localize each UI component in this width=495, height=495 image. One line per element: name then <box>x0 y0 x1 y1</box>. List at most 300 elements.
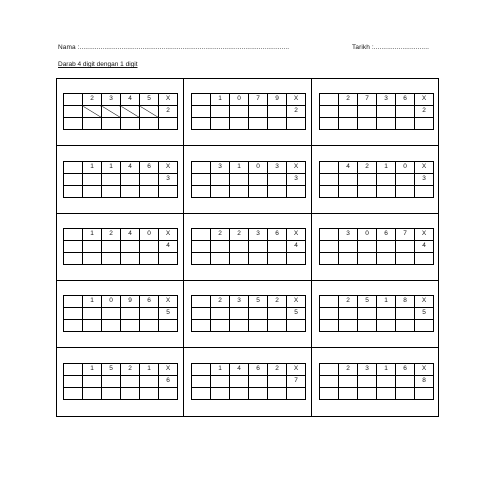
carry-cell[interactable] <box>320 364 339 376</box>
digit-cell: 2 <box>268 364 287 376</box>
answer-cell[interactable] <box>83 308 102 320</box>
answer-cell[interactable] <box>268 320 287 332</box>
operator-cell: X <box>287 364 306 376</box>
answer-cell[interactable] <box>358 118 377 130</box>
answer-cell[interactable] <box>268 106 287 118</box>
answer-cell[interactable] <box>83 376 102 388</box>
answer-cell[interactable] <box>140 118 159 130</box>
answer-cell[interactable] <box>102 174 121 186</box>
digit-cell: 1 <box>211 364 230 376</box>
digit-cell: 7 <box>396 229 415 241</box>
answer-cell[interactable] <box>230 308 249 320</box>
answer-cell[interactable] <box>268 186 287 198</box>
multiplication-grid <box>191 228 306 265</box>
answer-cell[interactable] <box>320 320 339 332</box>
answer-cell[interactable] <box>211 106 230 118</box>
answer-cell[interactable] <box>102 253 121 265</box>
digit-cell: 2 <box>121 364 140 376</box>
digit-cell: 7 <box>249 94 268 106</box>
operator-cell: X <box>415 94 434 106</box>
digit-cell: 3 <box>249 229 268 241</box>
answer-cell[interactable] <box>159 186 178 198</box>
answer-cell[interactable] <box>415 186 434 198</box>
operator-cell: X <box>159 94 178 106</box>
grid-row <box>192 376 306 388</box>
multiplier-cell: 2 <box>287 106 306 118</box>
grid-row <box>320 320 434 332</box>
grid-row <box>192 388 306 400</box>
grid-row <box>64 186 178 198</box>
multiplication-grid <box>191 295 306 332</box>
digit-cell: 2 <box>339 296 358 308</box>
grid-row <box>320 241 434 253</box>
answer-cell[interactable] <box>249 253 268 265</box>
grid-row <box>320 388 434 400</box>
digit-cell: 2 <box>211 296 230 308</box>
multiplication-grid <box>319 295 434 332</box>
answer-cell[interactable] <box>192 320 211 332</box>
digit-cell: 0 <box>230 94 249 106</box>
digit-cell: 3 <box>339 229 358 241</box>
answer-cell[interactable] <box>121 308 140 320</box>
answer-cell[interactable] <box>192 376 211 388</box>
answer-cell[interactable] <box>121 118 140 130</box>
answer-cell[interactable] <box>377 308 396 320</box>
answer-cell[interactable] <box>102 186 121 198</box>
answer-cell[interactable] <box>339 118 358 130</box>
grid-row <box>64 388 178 400</box>
answer-cell[interactable] <box>64 241 83 253</box>
grid-row <box>320 376 434 388</box>
problem-panel <box>57 214 183 280</box>
answer-cell[interactable] <box>268 241 287 253</box>
grid-row <box>320 229 434 241</box>
grid-row <box>64 241 178 253</box>
answer-cell[interactable] <box>211 308 230 320</box>
answer-cell[interactable] <box>358 106 377 118</box>
answer-cell[interactable] <box>211 118 230 130</box>
answer-cell[interactable] <box>249 388 268 400</box>
digit-cell: 0 <box>396 162 415 174</box>
digit-cell: 6 <box>249 364 268 376</box>
multiplier-cell: 5 <box>159 308 178 320</box>
answer-cell[interactable] <box>140 186 159 198</box>
digit-cell: 2 <box>211 229 230 241</box>
digit-cell: 0 <box>102 296 121 308</box>
grid-row <box>192 106 306 118</box>
answer-cell[interactable] <box>192 174 211 186</box>
digit-cell: 2 <box>339 364 358 376</box>
carry-cell[interactable] <box>64 162 83 174</box>
problem-panel <box>184 348 311 416</box>
carry-cell[interactable] <box>320 229 339 241</box>
answer-cell[interactable] <box>159 253 178 265</box>
grid-row <box>320 174 434 186</box>
answer-cell[interactable] <box>249 106 268 118</box>
answer-cell[interactable] <box>339 308 358 320</box>
answer-cell[interactable] <box>320 388 339 400</box>
answer-cell[interactable] <box>102 241 121 253</box>
answer-cell[interactable] <box>230 253 249 265</box>
answer-cell[interactable] <box>249 308 268 320</box>
carry-slash-cell[interactable] <box>121 106 140 118</box>
answer-cell[interactable] <box>358 388 377 400</box>
digit-cell: 3 <box>377 94 396 106</box>
answer-cell[interactable] <box>287 388 306 400</box>
answer-cell[interactable] <box>415 253 434 265</box>
answer-cell[interactable] <box>377 320 396 332</box>
multiplier-cell: 4 <box>159 241 178 253</box>
multiplication-grid <box>63 295 178 332</box>
digit-cell: 2 <box>83 94 102 106</box>
answer-cell[interactable] <box>192 118 211 130</box>
answer-cell[interactable] <box>83 186 102 198</box>
problem-panel <box>184 214 311 280</box>
answer-cell[interactable] <box>377 388 396 400</box>
answer-cell[interactable] <box>140 308 159 320</box>
digit-cell: 1 <box>377 364 396 376</box>
answer-cell[interactable] <box>230 320 249 332</box>
answer-cell[interactable] <box>230 118 249 130</box>
answer-cell[interactable] <box>64 186 83 198</box>
answer-cell[interactable] <box>268 308 287 320</box>
answer-cell[interactable] <box>64 388 83 400</box>
answer-cell[interactable] <box>396 308 415 320</box>
answer-cell[interactable] <box>230 241 249 253</box>
answer-cell[interactable] <box>287 186 306 198</box>
problem-panel <box>184 281 311 347</box>
operator-cell: X <box>159 364 178 376</box>
answer-cell[interactable] <box>64 308 83 320</box>
operator-cell: X <box>287 162 306 174</box>
answer-cell[interactable] <box>102 388 121 400</box>
problem-panel <box>312 79 440 145</box>
digit-cell: 0 <box>140 229 159 241</box>
carry-cell[interactable] <box>320 162 339 174</box>
answer-cell[interactable] <box>83 320 102 332</box>
answer-cell[interactable] <box>287 253 306 265</box>
digit-cell: 4 <box>230 364 249 376</box>
answer-cell[interactable] <box>320 241 339 253</box>
answer-cell[interactable] <box>339 320 358 332</box>
grid-row <box>64 118 178 130</box>
digit-cell: 1 <box>377 162 396 174</box>
answer-cell[interactable] <box>287 320 306 332</box>
answer-cell[interactable] <box>211 376 230 388</box>
answer-cell[interactable] <box>249 241 268 253</box>
digit-cell: 9 <box>121 296 140 308</box>
multiplier-cell: 5 <box>287 308 306 320</box>
answer-cell[interactable] <box>377 106 396 118</box>
worksheet-grid <box>56 78 439 417</box>
answer-cell[interactable] <box>339 174 358 186</box>
answer-cell[interactable] <box>415 118 434 130</box>
digit-cell: 2 <box>268 296 287 308</box>
carry-cell[interactable] <box>64 94 83 106</box>
digit-cell: 1 <box>102 162 121 174</box>
answer-cell[interactable] <box>64 253 83 265</box>
problem-panel <box>184 146 311 213</box>
multiplication-grid <box>319 228 434 265</box>
answer-cell[interactable] <box>64 174 83 186</box>
answer-cell[interactable] <box>102 118 121 130</box>
answer-cell[interactable] <box>64 118 83 130</box>
digit-cell: 1 <box>377 296 396 308</box>
problem-panel <box>312 348 440 416</box>
answer-cell[interactable] <box>268 388 287 400</box>
answer-cell[interactable] <box>396 253 415 265</box>
answer-cell[interactable] <box>140 320 159 332</box>
answer-cell[interactable] <box>377 376 396 388</box>
answer-cell[interactable] <box>320 308 339 320</box>
answer-cell[interactable] <box>83 118 102 130</box>
answer-cell[interactable] <box>339 241 358 253</box>
answer-cell[interactable] <box>83 174 102 186</box>
digit-cell: 9 <box>268 94 287 106</box>
answer-cell[interactable] <box>211 253 230 265</box>
answer-cell[interactable] <box>121 320 140 332</box>
answer-cell[interactable] <box>268 174 287 186</box>
answer-cell[interactable] <box>140 174 159 186</box>
answer-cell[interactable] <box>377 241 396 253</box>
answer-cell[interactable] <box>320 118 339 130</box>
answer-cell[interactable] <box>287 118 306 130</box>
digit-cell: 6 <box>396 364 415 376</box>
answer-cell[interactable] <box>102 320 121 332</box>
grid-row <box>64 106 178 118</box>
multiplier-cell: 4 <box>415 241 434 253</box>
problem-panel <box>312 146 440 213</box>
digit-cell: 3 <box>268 162 287 174</box>
digit-cell: 5 <box>140 94 159 106</box>
answer-cell[interactable] <box>249 174 268 186</box>
answer-cell[interactable] <box>396 118 415 130</box>
answer-cell[interactable] <box>358 241 377 253</box>
multiplier-cell: 6 <box>159 376 178 388</box>
answer-cell[interactable] <box>140 388 159 400</box>
answer-cell[interactable] <box>211 388 230 400</box>
answer-cell[interactable] <box>396 241 415 253</box>
carry-slash-cell[interactable] <box>102 106 121 118</box>
digit-cell: 8 <box>396 296 415 308</box>
answer-cell[interactable] <box>64 106 83 118</box>
digit-cell: 1 <box>211 94 230 106</box>
answer-cell[interactable] <box>211 241 230 253</box>
answer-cell[interactable] <box>192 186 211 198</box>
answer-cell[interactable] <box>415 320 434 332</box>
answer-cell[interactable] <box>192 253 211 265</box>
answer-cell[interactable] <box>339 388 358 400</box>
answer-cell[interactable] <box>339 253 358 265</box>
grid-row <box>320 106 434 118</box>
grid-row <box>192 296 306 308</box>
answer-cell[interactable] <box>358 174 377 186</box>
answer-cell[interactable] <box>192 241 211 253</box>
answer-cell[interactable] <box>83 253 102 265</box>
answer-cell[interactable] <box>377 186 396 198</box>
carry-cell[interactable] <box>192 162 211 174</box>
answer-cell[interactable] <box>377 118 396 130</box>
operator-cell: X <box>415 162 434 174</box>
answer-cell[interactable] <box>249 376 268 388</box>
answer-cell[interactable] <box>140 241 159 253</box>
operator-cell: X <box>287 296 306 308</box>
answer-cell[interactable] <box>249 118 268 130</box>
answer-cell[interactable] <box>192 308 211 320</box>
answer-cell[interactable] <box>249 320 268 332</box>
grid-row <box>64 162 178 174</box>
worksheet-title: Darab 4 digit dengan 1 digit <box>58 61 138 68</box>
answer-cell[interactable] <box>230 388 249 400</box>
digit-cell: 1 <box>140 364 159 376</box>
answer-cell[interactable] <box>396 186 415 198</box>
grid-row <box>192 253 306 265</box>
answer-cell[interactable] <box>211 186 230 198</box>
answer-cell[interactable] <box>159 388 178 400</box>
answer-cell[interactable] <box>396 388 415 400</box>
problem-panel <box>57 348 183 416</box>
digit-cell: 3 <box>358 364 377 376</box>
answer-cell[interactable] <box>396 106 415 118</box>
answer-cell[interactable] <box>121 376 140 388</box>
grid-row <box>192 186 306 198</box>
answer-cell[interactable] <box>320 253 339 265</box>
answer-cell[interactable] <box>339 106 358 118</box>
grid-row <box>320 186 434 198</box>
carry-slash-cell[interactable] <box>83 106 102 118</box>
answer-cell[interactable] <box>121 388 140 400</box>
grid-row <box>64 94 178 106</box>
answer-cell[interactable] <box>121 253 140 265</box>
digit-cell: 2 <box>339 94 358 106</box>
digit-cell: 5 <box>249 296 268 308</box>
operator-cell: X <box>287 229 306 241</box>
multiplier-cell: 2 <box>415 106 434 118</box>
answer-cell[interactable] <box>140 253 159 265</box>
answer-cell[interactable] <box>358 253 377 265</box>
grid-row <box>192 162 306 174</box>
carry-cell[interactable] <box>192 94 211 106</box>
grid-row <box>64 253 178 265</box>
answer-cell[interactable] <box>358 308 377 320</box>
multiplication-grid <box>319 363 434 400</box>
carry-cell[interactable] <box>64 296 83 308</box>
answer-cell[interactable] <box>320 106 339 118</box>
answer-cell[interactable] <box>268 118 287 130</box>
carry-cell[interactable] <box>192 296 211 308</box>
answer-cell[interactable] <box>339 376 358 388</box>
grid-row <box>192 364 306 376</box>
answer-cell[interactable] <box>249 186 268 198</box>
answer-cell[interactable] <box>211 320 230 332</box>
answer-cell[interactable] <box>64 376 83 388</box>
operator-cell: X <box>159 229 178 241</box>
multiplier-cell: 2 <box>159 106 178 118</box>
digit-cell: 6 <box>396 94 415 106</box>
digit-cell: 4 <box>121 162 140 174</box>
carry-cell[interactable] <box>320 296 339 308</box>
grid-row <box>64 308 178 320</box>
digit-cell: 0 <box>358 229 377 241</box>
carry-cell[interactable] <box>320 94 339 106</box>
multiplier-cell: 5 <box>415 308 434 320</box>
grid-row <box>64 376 178 388</box>
carry-slash-cell[interactable] <box>140 106 159 118</box>
operator-cell: X <box>415 364 434 376</box>
answer-cell[interactable] <box>339 186 358 198</box>
digit-cell: 4 <box>339 162 358 174</box>
answer-cell[interactable] <box>358 186 377 198</box>
multiplication-grid <box>319 93 434 130</box>
answer-cell[interactable] <box>121 174 140 186</box>
carry-cell[interactable] <box>192 229 211 241</box>
grid-row <box>64 174 178 186</box>
answer-cell[interactable] <box>140 376 159 388</box>
digit-cell: 1 <box>83 364 102 376</box>
answer-cell[interactable] <box>159 118 178 130</box>
answer-cell[interactable] <box>268 376 287 388</box>
answer-cell[interactable] <box>320 376 339 388</box>
answer-cell[interactable] <box>102 308 121 320</box>
answer-cell[interactable] <box>396 376 415 388</box>
answer-cell[interactable] <box>192 388 211 400</box>
answer-cell[interactable] <box>415 388 434 400</box>
answer-cell[interactable] <box>121 241 140 253</box>
digit-cell: 2 <box>230 229 249 241</box>
grid-row <box>192 174 306 186</box>
digit-cell: 1 <box>83 296 102 308</box>
answer-cell[interactable] <box>64 320 83 332</box>
multiplication-grid <box>63 161 178 198</box>
multiplier-cell: 8 <box>415 376 434 388</box>
answer-cell[interactable] <box>211 174 230 186</box>
answer-cell[interactable] <box>377 253 396 265</box>
answer-cell[interactable] <box>192 106 211 118</box>
answer-cell[interactable] <box>268 253 287 265</box>
answer-cell[interactable] <box>320 174 339 186</box>
carry-cell[interactable] <box>192 364 211 376</box>
digit-cell: 3 <box>211 162 230 174</box>
operator-cell: X <box>415 229 434 241</box>
answer-cell[interactable] <box>159 320 178 332</box>
answer-cell[interactable] <box>358 320 377 332</box>
answer-cell[interactable] <box>230 174 249 186</box>
answer-cell[interactable] <box>83 241 102 253</box>
multiplier-cell: 3 <box>287 174 306 186</box>
answer-cell[interactable] <box>83 388 102 400</box>
grid-row <box>192 308 306 320</box>
multiplication-grid <box>191 363 306 400</box>
grid-row <box>64 296 178 308</box>
answer-cell[interactable] <box>230 376 249 388</box>
answer-cell[interactable] <box>121 186 140 198</box>
answer-cell[interactable] <box>230 106 249 118</box>
problem-panel <box>184 79 311 145</box>
problem-panel <box>57 79 183 145</box>
carry-cell[interactable] <box>64 229 83 241</box>
problem-panel <box>312 214 440 280</box>
answer-cell[interactable] <box>396 174 415 186</box>
digit-cell: 5 <box>102 364 121 376</box>
problem-panel <box>312 281 440 347</box>
answer-cell[interactable] <box>396 320 415 332</box>
answer-cell[interactable] <box>102 376 121 388</box>
answer-cell[interactable] <box>320 186 339 198</box>
answer-cell[interactable] <box>230 186 249 198</box>
carry-cell[interactable] <box>64 364 83 376</box>
answer-cell[interactable] <box>358 376 377 388</box>
answer-cell[interactable] <box>377 174 396 186</box>
